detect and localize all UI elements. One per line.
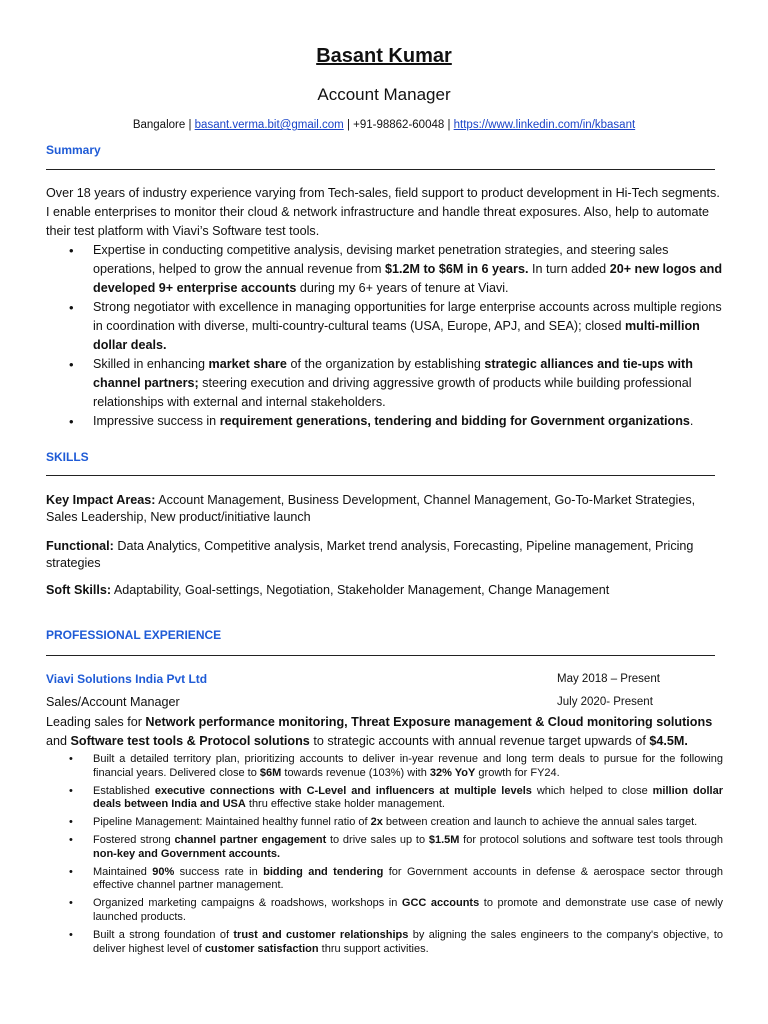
company-name: Viavi Solutions India Pvt Ltd: [46, 672, 208, 686]
list-item: • Expertise in conducting competitive analysis, devising market penetration strategies, and steering sales operations, helped to grow the annual revenue from $1.2M to $6M in 6 years. In turn added 20+ new logos and developed 9+ enterprise accounts during my 6+ years of tenure at Viavi.: [93, 241, 723, 298]
list-item: • Impressive success in requirement generations, tendering and bidding for Government organizations.: [93, 412, 723, 431]
skills-divider: [46, 475, 715, 476]
phone: | +91-98862-60048 |: [343, 119, 454, 131]
role-dates: July 2020- Present: [557, 696, 653, 708]
location: Bangalore: [132, 119, 186, 131]
candidate-title: Account Manager: [317, 85, 451, 104]
contact-line: [0, 119, 768, 131]
list-item: • Strong negotiator with excellence in managing opportunities for large enterprise accounts across multiple regions in coordination with diverse, multi-country-cultural teams (USA, Europe, APJ, and SEA); closed multi-million dollar deals.: [93, 298, 723, 355]
separator: |: [185, 119, 195, 131]
summary-bullets: [93, 241, 723, 431]
linkedin-link[interactable]: https://www.linkedin.com/in/kbasant: [453, 119, 636, 131]
role-summary: Leading sales for Network performance monitoring, Threat Exposure management & Cloud monitoring solutions and Software test tools & Protocol solutions to strategic accounts with annual revenue target upwards of $4.5M.: [46, 715, 713, 748]
list-item: • Built a detailed territory plan, prioritizing accounts to deliver in-year revenue and long term deals to pursue for the following financial years. Delivered close to $6M towards revenue (103%) with 32% YoY growth for FY24.: [93, 753, 723, 781]
list-item: • Maintained 90% success rate in bidding and tendering for Government accounts in defense & aerospace sector through effective channel partner management.: [93, 866, 723, 894]
company-dates: May 2018 – Present: [557, 673, 660, 685]
skill-soft: Soft Skills: Adaptability, Goal-settings, Negotiation, Stakeholder Management, Change Management: [46, 583, 610, 597]
list-item: • Built a strong foundation of trust and customer relationships by aligning the sales engineers to the company's objective, to deliver highest level of customer satisfaction thru support activities.: [93, 929, 723, 957]
summary-divider: [46, 169, 715, 170]
experience-bullets: [93, 753, 723, 960]
list-item: • Organized marketing campaigns & roadshows, workshops in GCC accounts to promote and demonstrate use case of newly launched products.: [93, 897, 723, 925]
skills-heading: SKILLS: [46, 450, 89, 464]
email-link[interactable]: basant.verma.bit@gmail.com: [194, 119, 344, 131]
list-item: • Fostered strong channel partner engagement to drive sales up to $1.5M for protocol solutions and software test tools through non-key and Government accounts.: [93, 834, 723, 862]
summary-intro: Over 18 years of industry experience varying from Tech-sales, field support to product development in Hi-Tech segments. I enable enterprises to monitor their cloud & network infrastructure and handle threat exposures. Also, help to automate their test platform with Viavi’s Software test tools.: [46, 186, 720, 238]
list-item: • Established executive connections with C-Level and influencers at multiple levels which helped to close million dollar deals between India and USA thru effective stake holder management.: [93, 785, 723, 813]
experience-divider: [46, 655, 715, 656]
list-item: • Pipeline Management: Maintained healthy funnel ratio of 2x between creation and launch to achieve the annual sales target.: [93, 816, 723, 830]
list-item: • Skilled in enhancing market share of the organization by establishing strategic alliances and tie-ups with channel partners; steering execution and driving aggressive growth of products while building professional relationships with external and internal stakeholders.: [93, 355, 723, 412]
skill-key-impact: Key Impact Areas: Account Management, Business Development, Channel Management, Go-To-Market Strategies, Sales Leadership, New product/initiative launch: [46, 493, 696, 524]
skill-functional: Functional: Data Analytics, Competitive analysis, Market trend analysis, Forecasting, Pipeline management, Pricing strategies: [46, 539, 694, 570]
role-title: Sales/Account Manager: [46, 695, 180, 709]
experience-heading: PROFESSIONAL EXPERIENCE: [46, 628, 222, 642]
summary-heading: Summary: [46, 143, 101, 157]
candidate-name: Basant Kumar: [316, 45, 452, 67]
